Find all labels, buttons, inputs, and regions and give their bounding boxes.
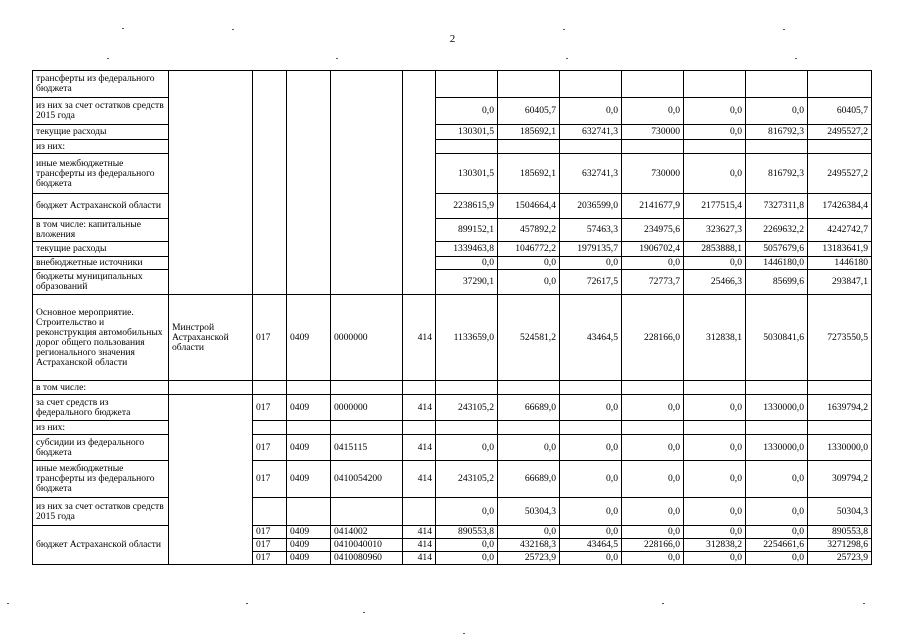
value-cell: 0,0 [684, 98, 746, 125]
code-cell: 0409 [287, 461, 331, 498]
value-cell: 0,0 [622, 98, 684, 125]
value-cell: 2495527,2 [808, 154, 872, 194]
code-cell: 0409 [287, 295, 331, 381]
table-row [33, 219, 872, 242]
value-cell: 0,0 [436, 435, 498, 461]
value-cell: 0,0 [560, 435, 622, 461]
value-cell [746, 381, 808, 395]
value-cell: 2141677,9 [622, 194, 684, 219]
value-cell: 0,0 [746, 552, 808, 565]
row-name: Основное мероприятие. Строительство и реконструкция автомобильных дорог общего пользования регионального значения Астраханской области [33, 295, 169, 381]
value-cell [808, 71, 872, 98]
value-cell: 66689,0 [498, 395, 560, 421]
value-cell [684, 381, 746, 395]
value-cell: 0,0 [436, 498, 498, 526]
code-cell: 017 [253, 395, 287, 421]
value-cell: 0,0 [498, 257, 560, 270]
value-cell: 309794,2 [808, 461, 872, 498]
code-cell: 414 [403, 552, 436, 565]
value-cell: 0,0 [684, 395, 746, 421]
code-cell [253, 381, 287, 395]
row-name: текущие расходы [33, 242, 169, 257]
value-cell: 85699,6 [746, 270, 808, 295]
value-cell: 2254661,6 [746, 539, 808, 552]
value-cell: 243105,2 [436, 395, 498, 421]
row-name: из них за счет остатков средств 2015 года [33, 498, 169, 526]
value-cell: 0,0 [684, 154, 746, 194]
code-cell: 0410054200 [331, 461, 403, 498]
executor-cell [169, 395, 253, 565]
value-cell: 0,0 [436, 98, 498, 125]
value-cell: 0,0 [498, 435, 560, 461]
value-cell [808, 421, 872, 435]
value-cell: 1330000,0 [746, 395, 808, 421]
code-cell: 0409 [287, 526, 331, 539]
code-cell: 017 [253, 461, 287, 498]
value-cell: 130301,5 [436, 154, 498, 194]
table-row [33, 395, 872, 421]
code-cell: 017 [253, 539, 287, 552]
value-cell: 1979135,7 [560, 242, 622, 257]
code-cell [253, 498, 287, 526]
value-cell: 5057679,6 [746, 242, 808, 257]
value-cell: 1639794,2 [808, 395, 872, 421]
value-cell: 0,0 [684, 552, 746, 565]
code-cell: 414 [403, 461, 436, 498]
value-cell: 2269632,2 [746, 219, 808, 242]
scan-speck [566, 58, 568, 59]
value-cell [808, 381, 872, 395]
value-cell: 632741,3 [560, 125, 622, 140]
value-cell: 890553,8 [808, 526, 872, 539]
code-cell: 0000000 [331, 295, 403, 381]
value-cell: 0,0 [622, 498, 684, 526]
row-name: бюджет Астраханской области [33, 194, 169, 219]
value-cell [684, 140, 746, 154]
row-name: бюджеты муниципальных образований [33, 270, 169, 295]
value-cell: 228166,0 [622, 295, 684, 381]
table-row [33, 194, 872, 219]
value-cell: 1504664,4 [498, 194, 560, 219]
scan-speck [863, 603, 865, 604]
value-cell: 1330000,0 [746, 435, 808, 461]
value-cell: 0,0 [622, 435, 684, 461]
row-name: текущие расходы [33, 125, 169, 140]
scan-speck [662, 603, 664, 604]
row-name: бюджет Астраханской области [33, 526, 169, 565]
value-cell [436, 421, 498, 435]
code-cell [403, 71, 436, 295]
value-cell: 0,0 [622, 395, 684, 421]
value-cell [560, 421, 622, 435]
code-cell [403, 421, 436, 435]
code-cell [331, 381, 403, 395]
value-cell: 816792,3 [746, 154, 808, 194]
scan-speck [246, 603, 248, 604]
value-cell [498, 71, 560, 98]
table-row [33, 257, 872, 270]
value-cell: 730000 [622, 154, 684, 194]
value-cell: 1339463,8 [436, 242, 498, 257]
value-cell: 43464,5 [560, 295, 622, 381]
scan-speck [232, 29, 234, 30]
value-cell: 0,0 [436, 539, 498, 552]
code-cell [403, 498, 436, 526]
value-cell: 0,0 [746, 526, 808, 539]
code-cell: 0415115 [331, 435, 403, 461]
value-cell [622, 381, 684, 395]
table-row [33, 242, 872, 257]
value-cell: 228166,0 [622, 539, 684, 552]
value-cell: 4242742,7 [808, 219, 872, 242]
value-cell: 730000 [622, 125, 684, 140]
value-cell: 632741,3 [560, 154, 622, 194]
executor-cell [169, 381, 253, 395]
value-cell: 890553,8 [436, 526, 498, 539]
value-cell: 0,0 [622, 257, 684, 270]
value-cell: 293847,1 [808, 270, 872, 295]
value-cell: 1046772,2 [498, 242, 560, 257]
code-cell: 017 [253, 295, 287, 381]
value-cell: 0,0 [684, 257, 746, 270]
value-cell: 25723,9 [498, 552, 560, 565]
code-cell [287, 381, 331, 395]
value-cell: 37290,1 [436, 270, 498, 295]
value-cell: 17426384,4 [808, 194, 872, 219]
value-cell: 2177515,4 [684, 194, 746, 219]
code-cell [331, 71, 403, 295]
value-cell: 60405,7 [808, 98, 872, 125]
table-row [33, 71, 872, 98]
value-cell: 60405,7 [498, 98, 560, 125]
value-cell: 50304,3 [808, 498, 872, 526]
page-number: 2 [449, 33, 456, 45]
row-name: из них за счет остатков средств 2015 года [33, 98, 169, 125]
value-cell: 1330000,0 [808, 435, 872, 461]
value-cell: 0,0 [684, 526, 746, 539]
value-cell [746, 140, 808, 154]
row-name: внебюджетные источники [33, 257, 169, 270]
row-name: трансферты из федерального бюджета [33, 71, 169, 98]
value-cell: 0,0 [560, 395, 622, 421]
value-cell: 0,0 [436, 552, 498, 565]
scan-speck [336, 58, 338, 59]
code-cell: 414 [403, 435, 436, 461]
value-cell: 0,0 [622, 461, 684, 498]
code-cell: 414 [403, 395, 436, 421]
value-cell [684, 71, 746, 98]
value-cell: 5030841,6 [746, 295, 808, 381]
value-cell: 0,0 [746, 498, 808, 526]
executor-cell [169, 71, 253, 295]
value-cell [436, 71, 498, 98]
value-cell: 0,0 [622, 526, 684, 539]
value-cell: 0,0 [560, 257, 622, 270]
code-cell [253, 421, 287, 435]
value-cell: 899152,1 [436, 219, 498, 242]
value-cell: 13183641,9 [808, 242, 872, 257]
value-cell: 312838,1 [684, 295, 746, 381]
row-name: за счет средств из федерального бюджета [33, 395, 169, 421]
value-cell [746, 421, 808, 435]
value-cell: 185692,1 [498, 154, 560, 194]
executor-cell: Минстрой Астраханской области [169, 295, 253, 381]
value-cell: 25723,9 [808, 552, 872, 565]
table-row [33, 125, 872, 140]
code-cell: 0409 [287, 539, 331, 552]
value-cell [808, 140, 872, 154]
value-cell [560, 71, 622, 98]
value-cell: 243105,2 [436, 461, 498, 498]
table-row [33, 270, 872, 295]
table-row [33, 140, 872, 154]
scan-speck [107, 58, 109, 59]
code-cell: 0000000 [331, 395, 403, 421]
scan-speck [122, 28, 124, 29]
value-cell: 1906702,4 [622, 242, 684, 257]
value-cell [560, 140, 622, 154]
code-cell: 017 [253, 435, 287, 461]
code-cell [253, 71, 287, 295]
code-cell: 0409 [287, 552, 331, 565]
value-cell: 0,0 [560, 526, 622, 539]
row-name: иные межбюджетные трансферты из федерального бюджета [33, 461, 169, 498]
value-cell: 130301,5 [436, 125, 498, 140]
code-cell [331, 421, 403, 435]
value-cell: 57463,3 [560, 219, 622, 242]
value-cell [622, 71, 684, 98]
code-cell [287, 498, 331, 526]
code-cell: 0409 [287, 395, 331, 421]
value-cell: 524581,2 [498, 295, 560, 381]
table-row [33, 295, 872, 381]
scan-speck [463, 633, 465, 634]
value-cell [684, 421, 746, 435]
value-cell: 0,0 [498, 270, 560, 295]
value-cell: 234975,6 [622, 219, 684, 242]
value-cell: 432168,3 [498, 539, 560, 552]
table-row [33, 498, 872, 526]
value-cell: 1133659,0 [436, 295, 498, 381]
value-cell [498, 140, 560, 154]
value-cell: 185692,1 [498, 125, 560, 140]
table-row [33, 421, 872, 435]
value-cell: 0,0 [560, 461, 622, 498]
value-cell: 1446180,0 [746, 257, 808, 270]
value-cell [622, 140, 684, 154]
value-cell: 816792,3 [746, 125, 808, 140]
value-cell [746, 71, 808, 98]
row-name: иные межбюджетные трансферты из федерального бюджета [33, 154, 169, 194]
value-cell [498, 381, 560, 395]
value-cell: 2036599,0 [560, 194, 622, 219]
row-name: в том числе: [33, 381, 169, 395]
row-name: из них: [33, 421, 169, 435]
value-cell: 3271298,6 [808, 539, 872, 552]
scan-speck [795, 58, 797, 59]
value-cell: 323627,3 [684, 219, 746, 242]
value-cell [436, 140, 498, 154]
value-cell: 0,0 [560, 552, 622, 565]
scan-speck [563, 29, 565, 30]
value-cell: 0,0 [684, 461, 746, 498]
code-cell: 017 [253, 526, 287, 539]
value-cell: 25466,3 [684, 270, 746, 295]
value-cell: 0,0 [622, 552, 684, 565]
value-cell: 2853888,1 [684, 242, 746, 257]
value-cell: 0,0 [560, 498, 622, 526]
value-cell: 2238615,9 [436, 194, 498, 219]
row-name: в том числе: капитальные вложения [33, 219, 169, 242]
value-cell: 0,0 [684, 498, 746, 526]
value-cell [436, 381, 498, 395]
code-cell: 0410040010 [331, 539, 403, 552]
value-cell [622, 421, 684, 435]
value-cell: 66689,0 [498, 461, 560, 498]
table-row [33, 435, 872, 461]
scan-speck [7, 603, 9, 604]
value-cell: 0,0 [436, 257, 498, 270]
code-cell [287, 421, 331, 435]
value-cell: 0,0 [684, 435, 746, 461]
code-cell: 0410080960 [331, 552, 403, 565]
value-cell: 50304,3 [498, 498, 560, 526]
table-row [33, 526, 872, 539]
row-name: субсидии из федерального бюджета [33, 435, 169, 461]
row-name: из них: [33, 140, 169, 154]
value-cell: 43464,5 [560, 539, 622, 552]
value-cell [560, 381, 622, 395]
value-cell: 72617,5 [560, 270, 622, 295]
value-cell: 457892,2 [498, 219, 560, 242]
table-row [33, 381, 872, 395]
budget-table [32, 70, 872, 565]
value-cell: 0,0 [746, 98, 808, 125]
table-row [33, 98, 872, 125]
value-cell: 7327311,8 [746, 194, 808, 219]
scan-speck [783, 29, 785, 30]
table-row [33, 154, 872, 194]
code-cell: 414 [403, 295, 436, 381]
scan-speck [363, 612, 365, 613]
value-cell: 0,0 [498, 526, 560, 539]
code-cell: 0409 [287, 435, 331, 461]
code-cell: 414 [403, 526, 436, 539]
table-row [33, 461, 872, 498]
value-cell: 2495527,2 [808, 125, 872, 140]
value-cell: 0,0 [746, 461, 808, 498]
value-cell: 72773,7 [622, 270, 684, 295]
value-cell: 0,0 [684, 125, 746, 140]
value-cell: 312838,2 [684, 539, 746, 552]
code-cell [287, 71, 331, 295]
value-cell: 1446180 [808, 257, 872, 270]
value-cell [498, 421, 560, 435]
value-cell: 7273550,5 [808, 295, 872, 381]
code-cell: 414 [403, 539, 436, 552]
code-cell: 0414002 [331, 526, 403, 539]
code-cell: 017 [253, 552, 287, 565]
code-cell [403, 381, 436, 395]
code-cell [331, 498, 403, 526]
value-cell: 0,0 [560, 98, 622, 125]
